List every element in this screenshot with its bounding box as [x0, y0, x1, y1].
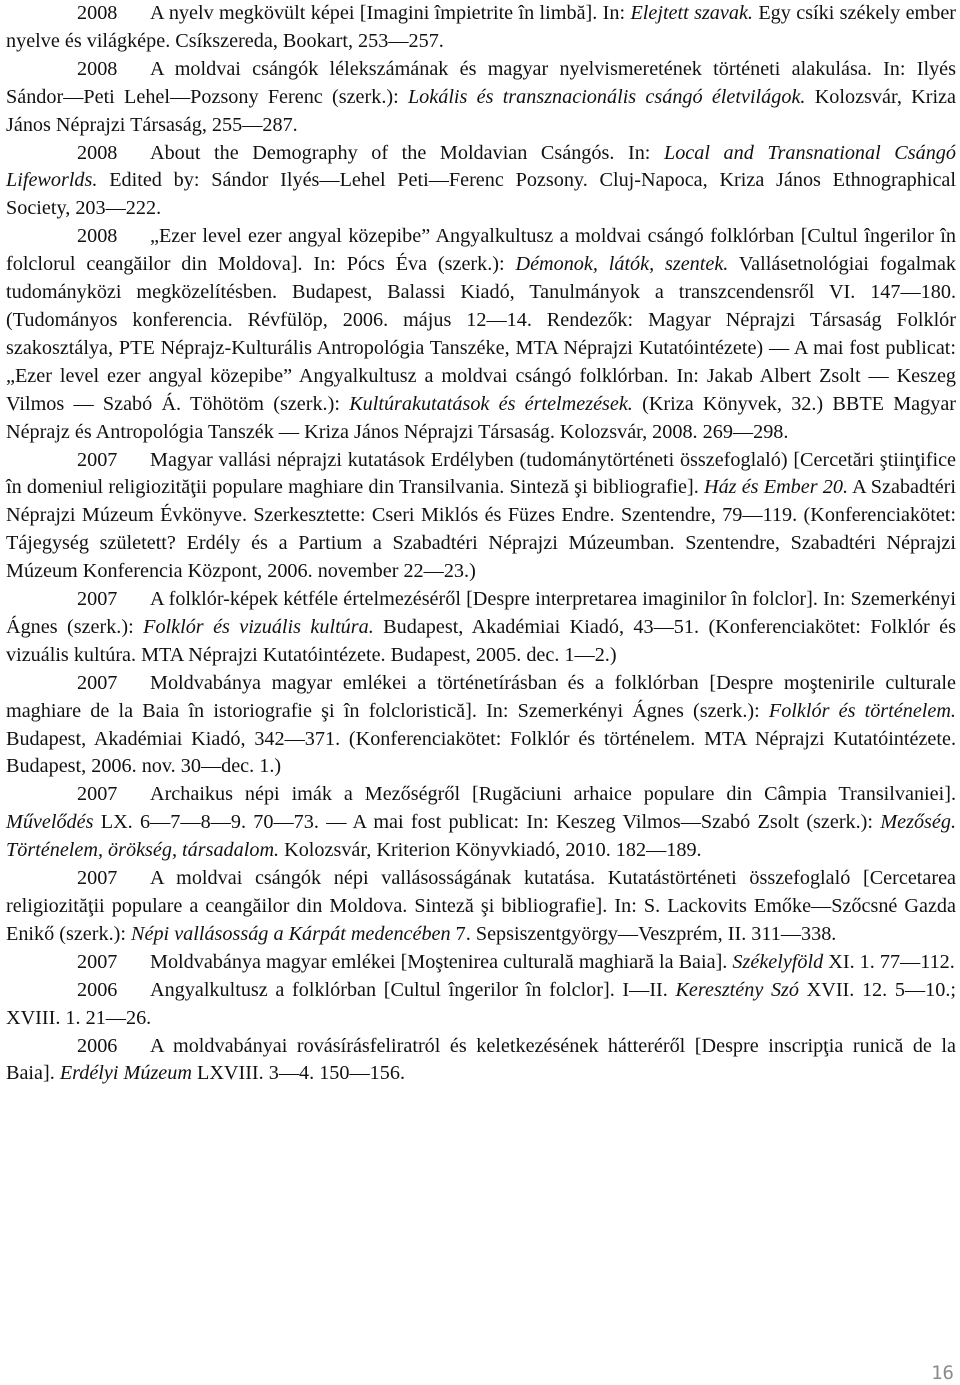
entry-text: Moldvabánya magyar emlékei [Moştenirea culturală maghiară la Baia].: [150, 950, 733, 973]
entry-text: Budapest, Akadémiai Kiadó, 43―51. (Konferenciakötet: Folklór és vizuális kultúra. MTA Néprajzi Kutatóintézete. Budapest, 2005. dec. 1―2.): [6, 615, 956, 666]
bibliography-entry: [6, 670, 956, 782]
entry-year: 2008: [77, 2, 118, 24]
entry-text: Magyar vallási néprajzi kutatások Erdélyben (tudománytörténeti összefoglaló) [Cercetări ştiinţifice în domeniul religiozităţii populare maghiare din Transilvania. Sinteză şi bibliografie].: [6, 448, 956, 499]
entry-year: 2007: [77, 950, 118, 973]
bibliography-entry: [6, 865, 956, 949]
entry-text: LXVIII. 3―4. 150―156.: [191, 1062, 406, 1085]
entry-text: A moldvai csángók lélekszámának és magyar nyelvismeretének történeti alakulása. In: Ilyés Sándor―Peti Lehel―Pozsony Ferenc (szerk.):: [6, 57, 956, 108]
bibliography-entry: [6, 949, 956, 977]
entry-text: A Szabadtéri Néprajzi Múzeum Évkönyve. Szerkesztette: Cseri Miklós és Füzes Endre. Szentendre, 79―119. (Konferenciakötet: Tájegység született? Erdély és a Partium a Szabadtéri Néprajzi Múzeumban. Szentendre, Szabadtéri Néprajzi Múzeum Konferencia Központ, 2006. november 22―23.): [6, 476, 957, 583]
bibliography-entry: [6, 0, 956, 56]
entry-text: Kolozsvár, Kriterion Könyvkiadó, 2010. 182―189.: [279, 839, 702, 862]
entry-text: A moldvabányai rovásírásfeliratról és keletkezésének hátteréről [Despre inscripţia runică de la Baia].: [6, 1034, 956, 1085]
entry-title-italic: Lokális és transznacionális csángó életvilágok.: [407, 85, 806, 108]
entry-year: 2007: [77, 448, 118, 471]
entry-year: 2008: [77, 141, 118, 164]
entry-title-italic: Székelyföld: [732, 950, 824, 973]
entry-text: LX. 6―7―8―9. 70―73. ― A mai fost publicat: In: Keszeg Vilmos―Szabó Zsolt (szerk.):: [93, 811, 881, 834]
entry-text: 7. Sepsiszentgyörgy―Veszprém, II. 311―338.: [450, 922, 837, 945]
bibliography-entry: [6, 447, 956, 587]
bibliography-list: [6, 0, 956, 1088]
entry-title-italic: Démonok, látók, szentek.: [515, 253, 729, 276]
entry-text: XI. 1. 77―112.: [823, 950, 955, 973]
page-number: 16: [931, 1362, 954, 1384]
entry-title-italic: Ház és Ember 20.: [703, 476, 849, 499]
entry-year: 2007: [77, 867, 118, 890]
entry-text: About the Demography of the Moldavian Csángós. In:: [150, 141, 664, 164]
entry-text: Archaikus népi imák a Mezőségről [Rugăciuni arhaice populare din Câmpia Transilvaniei].: [150, 783, 956, 806]
entry-text: Kolozsvár, Kriza János Néprajzi Társaság, 255―287.: [6, 85, 956, 136]
entry-title-italic: Erdélyi Múzeum: [59, 1062, 192, 1085]
bibliography-entry: [6, 56, 956, 140]
bibliography-entry: [6, 781, 956, 865]
entry-text: A folklór-képek kétféle értelmezéséről [Despre interpretarea imaginilor în folclor]. In: Szemerkényi Ágnes (szerk.):: [6, 588, 956, 638]
entry-title-italic: Folklór és történelem.: [768, 699, 956, 722]
entry-title-italic: Folklór és vizuális kultúra.: [143, 615, 374, 638]
bibliography-entry: [6, 223, 956, 446]
entry-year: 2007: [77, 671, 118, 694]
entry-title-italic: Local and Transnational Csángó Lifeworlds.: [6, 141, 956, 192]
entry-text: „Ezer level ezer angyal közepibe” Angyalkultusz a moldvai csángó folklórban [Cultul îngerilor în folclorul ceangăilor din Moldova]. In: Pócs Éva (szerk.):: [6, 225, 956, 276]
entry-text: A nyelv megkövült képei [Imagini împietrite în limbă]. In:: [150, 2, 631, 24]
bibliography-entry: [6, 586, 956, 670]
entry-text: Budapest, Akadémiai Kiadó, 342―371. (Konferenciakötet: Folklór és történelem. MTA Néprajzi Kutatóintézete. Budapest, 2006. nov. 30―dec. 1.): [6, 727, 956, 778]
bibliography-entry: [6, 1033, 956, 1089]
entry-text: Egy csíki székely ember nyelve és világképe. Csíkszereda, Bookart, 253―257.: [6, 2, 957, 52]
entry-text: XVII. 12. 5―10.; XVIII. 1. 21―26.: [6, 978, 956, 1029]
entry-title-italic: Kultúrakutatások és értelmezések.: [349, 392, 633, 415]
entry-text: (Kriza Könyvek, 32.) BBTE Magyar Néprajz és Antropológia Tanszék ― Kriza János Néprajzi Társaság. Kolozsvár, 2008. 269―298.: [6, 392, 957, 443]
entry-year: 2006: [77, 978, 118, 1001]
entry-year: 2008: [77, 225, 118, 248]
bibliography-entry: [6, 140, 956, 224]
entry-text: Angyalkultusz a folklórban [Cultul îngerilor în folclor]. I―II.: [150, 978, 676, 1001]
entry-title-italic: Művelődés: [6, 811, 94, 834]
entry-title-italic: Elejtett szavak.: [630, 2, 753, 24]
entry-year: 2008: [77, 57, 118, 80]
entry-year: 2006: [77, 1034, 118, 1057]
entry-year: 2007: [77, 783, 118, 806]
entry-text: Vallásetnológiai fogalmak tudományközi megközelítésben. Budapest, Balassi Kiadó, Tanulmányok a transzcendensről VI. 147―180. (Tudományos konferencia. Révfülöp, 2006. május 12―14. Rendezők: Magyar Néprajzi Társaság Folklór szakosztálya, PTE Néprajz-Kulturális Antropológia Tanszéke, MTA Néprajzi Kutatóintézete) ― A mai fost publicat: „Ezer level ezer angyal közepibe” Angyalkultusz a moldvai csángó folklórban. In: Jakab Albert Zsolt ― Keszeg Vilmos ― Szabó Á. Töhötöm (szerk.):: [6, 253, 956, 415]
entry-text: Edited by: Sándor Ilyés―Lehel Peti―Ferenc Pozsony. Cluj-Napoca, Kriza János Ethnographical Society, 203―222.: [6, 169, 956, 220]
entry-title-italic: Keresztény Szó: [675, 978, 799, 1001]
entry-text: Moldvabánya magyar emlékei a történetírásban és a folklórban [Despre moştenirile culturale maghiare de la Baia în istoriografie şi în folcloristică]. In: Szemerkényi Ágnes (szerk.):: [6, 671, 956, 722]
entry-text: A moldvai csángók népi vallásosságának kutatása. Kutatástörténeti összefoglaló [Cercetarea religiozităţii populare a ceangăilor din Moldova. Sinteză şi bibliografie]. In: S. Lackovits Emőke―Szőcsné Gazda Enikő (szerk.):: [6, 867, 956, 945]
bibliography-entry: [6, 977, 956, 1033]
entry-title-italic: Népi vallásosság a Kárpát medencében: [131, 922, 451, 945]
entry-year: 2007: [77, 588, 118, 611]
entry-title-italic: Mezőség. Történelem, örökség, társadalom.: [6, 811, 956, 862]
